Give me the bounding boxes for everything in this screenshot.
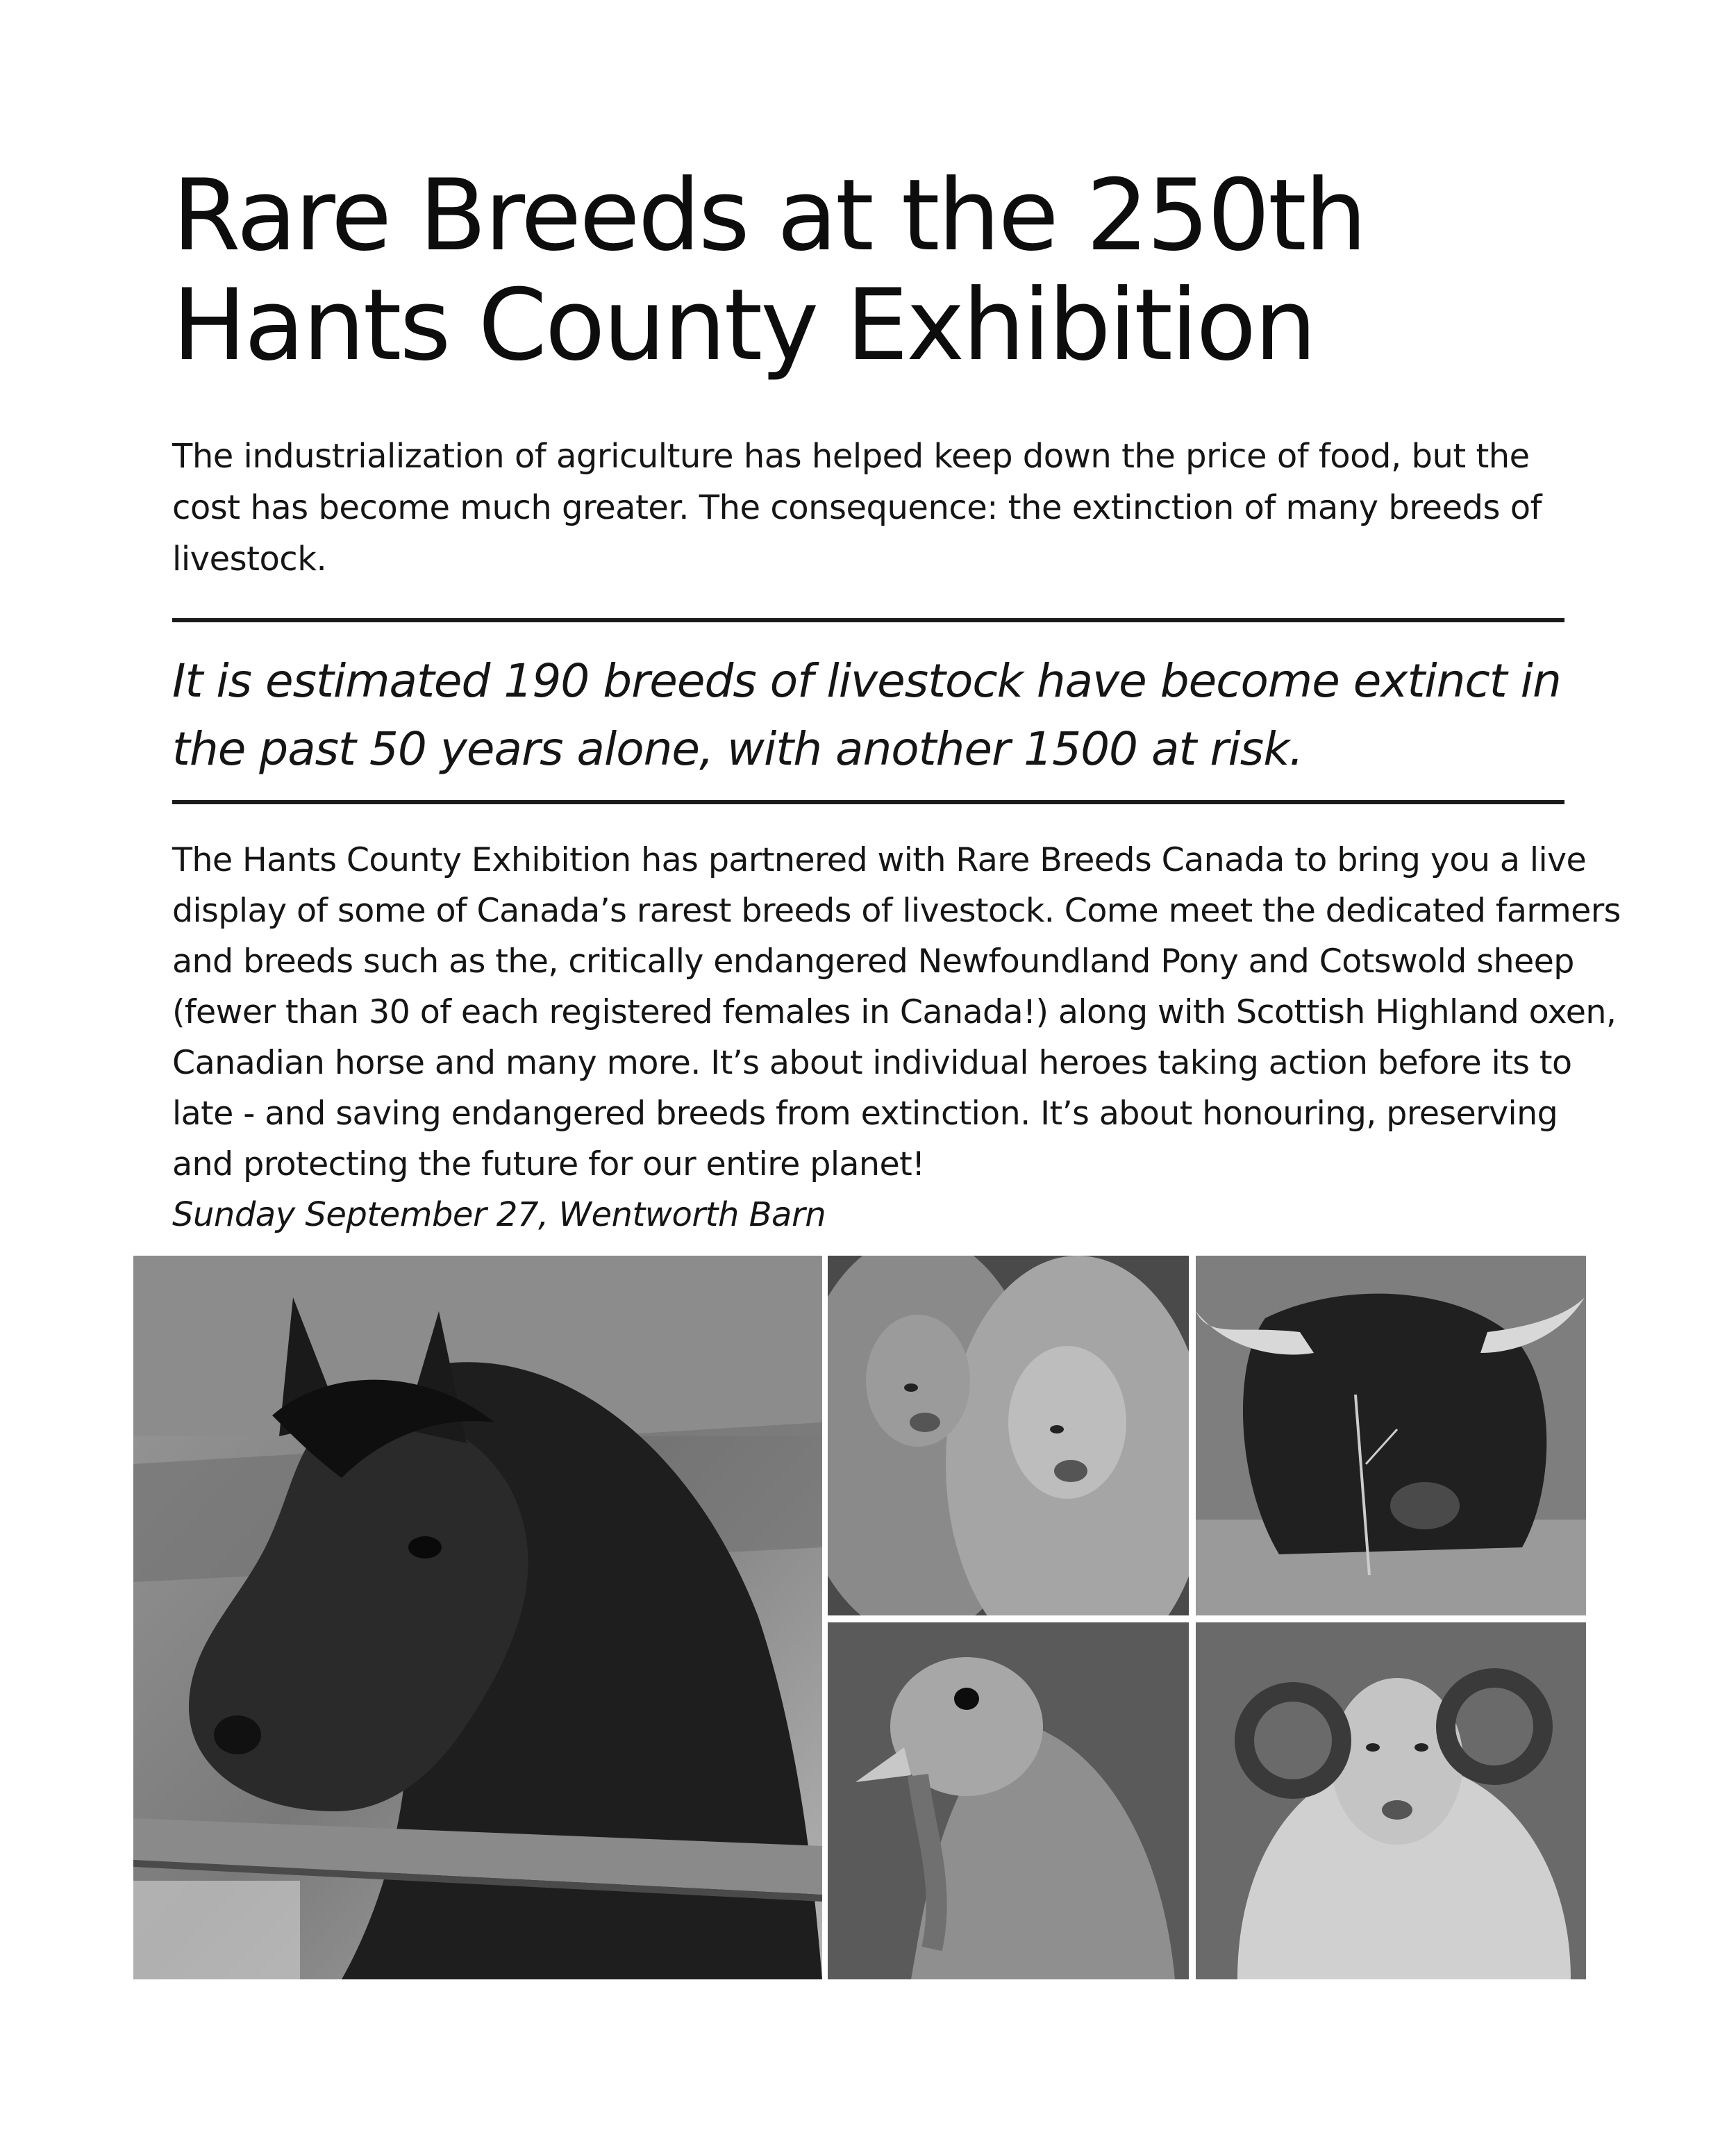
divider-top (172, 618, 1564, 622)
body-paragraph: The Hants County Exhibition has partnered with Rare Breeds Canada to bring you a live display of some of Canada’s rarest breeds of livestock. Come meet the dedicated farmers and breeds such as the, critically endangered Newfoundland Pony and Cotswold sheep (fewer than 30 of each registered females in Canada!) along with Scottish Highland oxen, Canadian horse and many more. It’s about individual heroes taking action before its to late - and saving endangered breeds from extinction. It’s about honouring, preserving and protecting the future for our entire planet! (172, 841, 1621, 1183)
page-title (172, 158, 1596, 383)
title-line-2: Hants County Exhibition (172, 268, 1315, 383)
title-line-1: Rare Breeds at the 250th (172, 158, 1365, 273)
intro-paragraph: The industrialization of agriculture has helped keep down the price of food, but the cost has become much greater. The consequence: the extinction of many breeds of livestock. (172, 437, 1542, 579)
photo-horned-ram (1196, 1622, 1586, 1979)
event-date-location: Sunday September 27, Wentworth Barn (172, 1195, 826, 1234)
photo-cotswold-sheep (828, 1256, 1189, 1615)
pull-quote: It is estimated 190 breeds of livestock have become extinct in the past 50 years alone, with another 1500 at risk. (172, 654, 1561, 776)
divider-bottom (172, 800, 1564, 804)
photo-newfoundland-pony (133, 1256, 822, 1979)
photo-turkey (828, 1622, 1189, 1979)
photo-highland-ox (1196, 1256, 1586, 1615)
